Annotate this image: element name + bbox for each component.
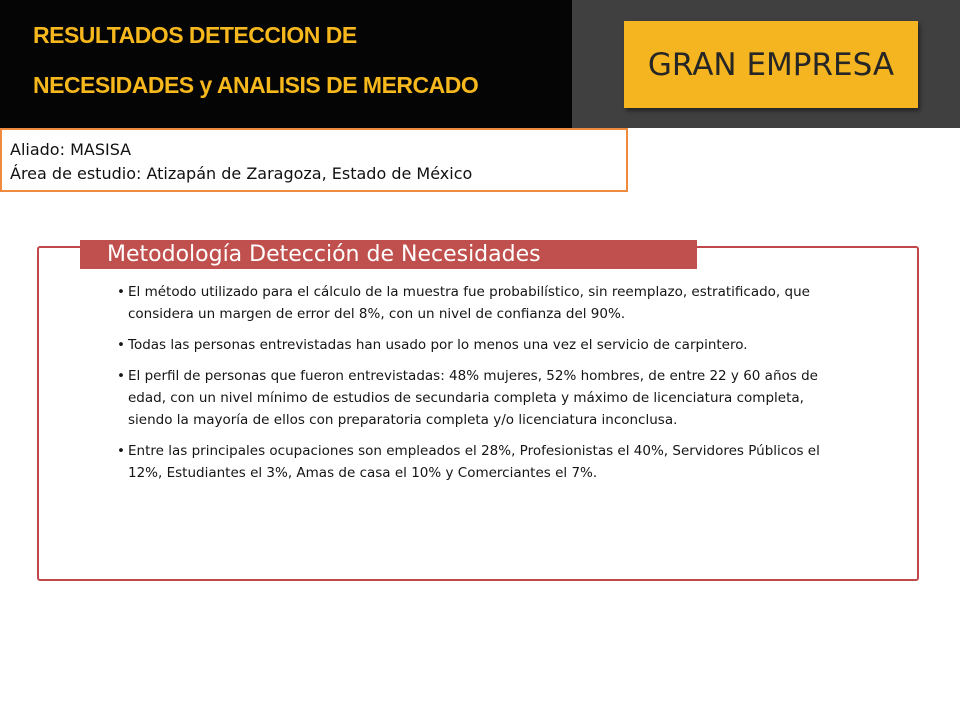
list-item-text: El método utilizado para el cálculo de la muestra fue probabilístico, sin reemplazo, estratificado, que considera un margen de error del 8%, con un nivel de confianza del 90%. bbox=[128, 284, 810, 322]
bullet-icon: • bbox=[117, 284, 125, 300]
header-dark-panel bbox=[0, 0, 572, 128]
ally-name: Aliado: MASISA bbox=[10, 140, 132, 159]
study-area: Área de estudio: Atizapán de Zaragoza, Estado de México bbox=[10, 164, 473, 183]
page-title-line-2: NECESIDADES y ANALISIS DE MERCADO bbox=[33, 72, 479, 98]
list-item-text: Todas las personas entrevistadas han usado por lo menos una vez el servicio de carpintero. bbox=[128, 337, 748, 353]
bullet-icon: • bbox=[117, 443, 125, 459]
list-item bbox=[117, 334, 852, 356]
list-item-text: El perfil de personas que fueron entrevistadas: 48% mujeres, 52% hombres, de entre 22 y 60 años de edad, con un nivel mínimo de estudios de secundaria completa y máximo de licenciatura completa, siendo la mayoría de ellos con preparatoria completa y/o licenciatura inconclusa. bbox=[128, 368, 818, 428]
list-item bbox=[117, 440, 852, 484]
list-item bbox=[117, 365, 852, 431]
list-item bbox=[117, 281, 852, 325]
bullet-icon: • bbox=[117, 337, 125, 353]
list-item-text: Entre las principales ocupaciones son empleados el 28%, Profesionistas el 40%, Servidores Públicos el 12%, Estudiantes el 3%, Amas de casa el 10% y Comerciantes el 7%. bbox=[128, 443, 820, 481]
methodology-list bbox=[117, 281, 852, 493]
section-title: Metodología Detección de Necesidades bbox=[80, 240, 697, 269]
company-size-badge: GRAN EMPRESA bbox=[624, 21, 918, 108]
page-title-line-1: RESULTADOS DETECCION DE bbox=[33, 22, 357, 48]
bullet-icon: • bbox=[117, 368, 125, 384]
ally-info-box bbox=[0, 128, 628, 192]
